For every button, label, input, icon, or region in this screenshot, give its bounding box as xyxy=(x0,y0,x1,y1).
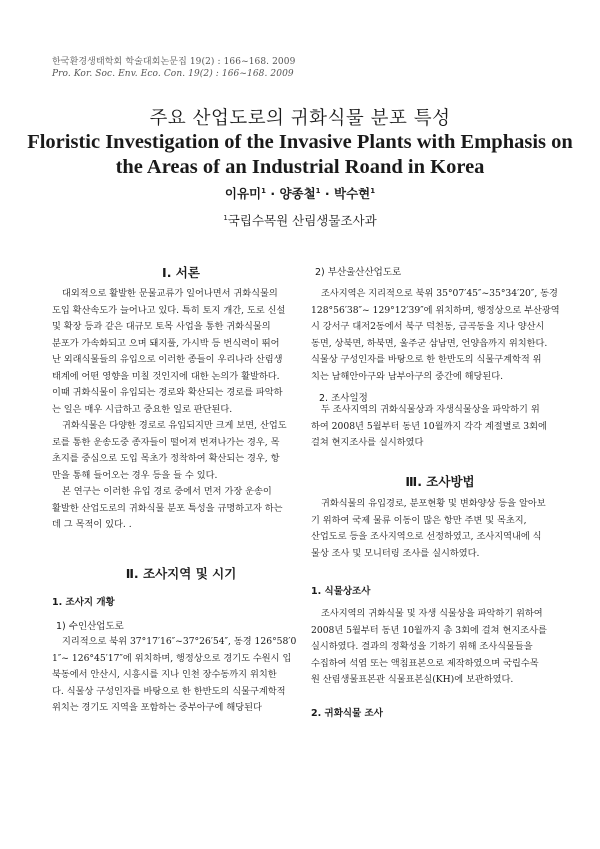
text-line: 식물상 구성인자를 바탕으로 한 한반도의 식물구계학적 위 xyxy=(311,354,542,365)
text-line: 걸쳐 현지조사를 실시하였다 xyxy=(311,437,424,448)
text-line: 동면, 상북면, 하북면, 울주군 삼남면, 언양읍까지 위치한다. xyxy=(311,337,548,349)
text-line: 치는 남해안아구와 남부아구의 중간에 해당된다. xyxy=(311,370,504,382)
text-line: 난 외래식물들의 유입으로 이러한 종들이 우리나라 산림생 xyxy=(52,354,283,365)
text-line: 기 위하여 국제 물류 이동이 많은 항만 주변 및 목초지, xyxy=(311,514,527,526)
schedule-paragraph xyxy=(311,402,569,452)
author-affiliation-mark: 1 xyxy=(261,187,266,195)
text-line: 실시하였다. 결과의 정확성을 기하기 위해 조사식물들을 xyxy=(311,641,533,652)
text-line: 128°56′38″~ 129°12′39″에 위치하며, 행정상으로 부산광역 xyxy=(311,304,560,316)
text-line: 산업도로 등을 조사지역으로 선정하였고, 조사지역내에 식 xyxy=(311,531,542,542)
intro-paragraph-1 xyxy=(52,286,310,418)
paper-title-korean: 주요 산업도로의 귀화식물 분포 특성 xyxy=(149,108,451,129)
text-line: 귀화식물의 유입경로, 분포현황 및 변화양상 등을 알아보 xyxy=(321,498,546,509)
text-line: 2008년 5월부터 동년 10월까지 총 3회에 걸쳐 현지조사를 xyxy=(311,624,547,636)
suin-road-paragraph xyxy=(52,634,310,717)
paper-title-english-line1: Floristic Investigation of the Invasive Plants with Emphasis on xyxy=(27,131,573,153)
section-heading-methods: Ⅲ. 조사방법 xyxy=(405,474,475,489)
text-line: 대외적으로 활발한 문물교류가 일어나면서 귀화식물의 xyxy=(62,288,278,299)
methods-paragraph xyxy=(311,496,569,562)
text-line: 위치는 경기도 지역을 포함하는 중부아구에 해당된다 xyxy=(52,702,262,713)
text-line: 조사지역은 지리적으로 북위 35°07′45″~35°34′20″, 동경 xyxy=(321,288,558,299)
text-line: 활발한 산업도로의 귀화식물 분포 특성을 규명하고자 하는 xyxy=(52,502,283,514)
author-separator: · xyxy=(320,186,334,201)
busan-ulsan-road-paragraph xyxy=(311,286,569,385)
section-heading-study-area: Ⅱ. 조사지역 및 시기 xyxy=(125,566,237,581)
text-line: 조사지역의 귀화식물 및 자생 식물상을 파악하기 위하여 xyxy=(321,608,543,619)
intro-paragraph-2 xyxy=(52,418,310,484)
text-line: 만을 통해 들어오는 경우 등을 들 수 있다. xyxy=(52,469,218,481)
text-line: 원 산림생물표본관 식물표본실(KH)에 보관하였다. xyxy=(311,674,514,685)
text-line: 수집하여 석엽 또는 액침표본으로 제작하였으며 국립수목 xyxy=(311,657,539,669)
text-line: 물상 조사 및 모니터링 조사를 실시하였다. xyxy=(311,547,480,559)
author-name: 이유미 xyxy=(224,186,262,201)
text-line: 분포가 가속화되고 으며 돼지풀, 가시박 등 번식력이 뛰어 xyxy=(52,337,280,349)
text-line: 태계에 어떤 영향을 미칠 것인지에 대한 논의가 활발하다. xyxy=(52,370,280,382)
author-name: 양종철 xyxy=(279,186,316,201)
text-line: 도입 확산속도가 늘어나고 있다. 특히 토지 개간, 도로 신설 xyxy=(52,304,286,316)
text-line: 북동에서 안산시, 시흥시를 지나 인천 장수동까지 위치한 xyxy=(52,669,277,680)
text-line: 1″~ 126°45′17″에 위치하며, 행정상으로 경기도 수원시 입 xyxy=(52,652,292,664)
journal-citation-english: Pro. Kor. Soc. Env. Eco. Con. 19(2) : 166~168. 2009 xyxy=(52,69,294,79)
text-line: 귀화식물은 다양한 경로로 유입되지만 크게 보면, 산업도 xyxy=(62,420,287,431)
text-line: 및 확장 등과 같은 대규모 토목 사업을 통한 귀화식물의 xyxy=(52,321,271,332)
subsection-heading-schedule: 2. 조사일정 xyxy=(319,393,368,404)
paper-title-english-line2: the Areas of an Industrial Roand in Korea xyxy=(115,156,485,178)
subsection-heading-flora-survey: 1. 식물상조사 xyxy=(311,586,371,597)
text-line: 시 강서구 대저2동에서 북구 덕천동, 금곡동을 지나 양산시 xyxy=(311,321,545,332)
flora-survey-paragraph xyxy=(311,606,569,689)
author-affiliation-mark: 1 xyxy=(370,187,376,195)
author-affiliation-mark: 1 xyxy=(315,187,321,195)
affiliation-text: 국립수목원 산림생물조사과 xyxy=(227,213,377,228)
author-list xyxy=(0,184,600,202)
paper-title-english xyxy=(0,130,600,180)
text-line: 하여 2008년 5월부터 동년 10월까지 각각 계절별로 3회에 xyxy=(311,420,547,432)
author-separator: · xyxy=(265,186,280,201)
subsection-heading-busan-ulsan-road: 2) 부산울산산업도로 xyxy=(315,267,402,278)
author-name: 박수현 xyxy=(334,186,371,201)
text-line: 초지를 중심으로 도입 목초가 정착하여 확산되는 경우, 항 xyxy=(52,453,280,464)
text-line: 본 연구는 이러한 유입 경로 중에서 먼저 가장 운송이 xyxy=(62,486,272,497)
text-line: 지리적으로 북위 37°17′16″~37°26′54″, 동경 126°58′0 xyxy=(62,636,297,647)
journal-citation-korean: 한국환경생태학회 학술대회논문집 19(2) : 166~168. 2009 xyxy=(52,57,296,67)
affiliation xyxy=(0,211,600,229)
intro-paragraph-3 xyxy=(52,484,310,534)
subsection-heading-invasive-survey: 2. 귀화식물 조사 xyxy=(311,708,383,719)
text-line: 로를 통한 운송도중 종자들이 떨어져 번져나가는 경우, 목 xyxy=(52,436,280,448)
text-line: 두 조사지역의 귀화식물상과 자생식물상을 파악하기 위 xyxy=(321,404,540,415)
section-heading-introduction: Ⅰ. 서론 xyxy=(162,265,200,280)
subsection-heading-suin-road: 1) 수인산업도로 xyxy=(56,621,124,632)
text-line: 는 일은 매우 시급하고 중요한 일로 판단된다. xyxy=(52,403,233,415)
text-line: 이때 귀화식물이 유입되는 경로와 확산되는 경로를 파악하 xyxy=(52,387,283,398)
text-line: 다. 식물상 구성인자를 바탕으로 한 한반도의 식물구계학적 xyxy=(52,685,286,697)
text-line: 데 그 목적이 있다. . xyxy=(52,519,132,530)
subsection-heading-site-overview: 1. 조사지 개황 xyxy=(52,597,115,608)
affiliation-mark: 1 xyxy=(223,214,228,222)
